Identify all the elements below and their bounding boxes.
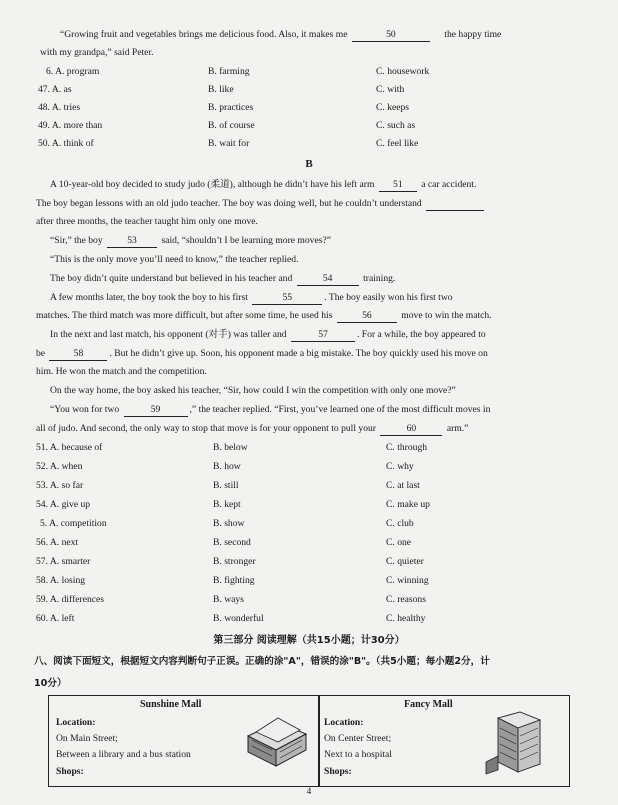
option-b: B. below <box>213 442 248 453</box>
option-b: B. ways <box>213 594 244 605</box>
intro-text-2: the happy time <box>444 29 502 40</box>
option-b: B. second <box>213 537 251 548</box>
option-b: B. practices <box>208 102 254 113</box>
option-num: 48. A. tries <box>38 102 81 113</box>
option-num: 50. A. think of <box>38 138 94 149</box>
option-c: C. quieter <box>386 556 424 567</box>
page-number: 4 <box>306 786 312 796</box>
option-num: 52. A. when <box>36 461 83 472</box>
option-b: B. like <box>208 84 234 95</box>
option-b: B. wait for <box>208 138 250 149</box>
intro-line-1 <box>60 29 501 42</box>
option-c: C. keeps <box>376 102 410 113</box>
option-b: B. still <box>213 480 239 491</box>
option-c: C. feel like <box>376 138 419 149</box>
option-num: 60. A. left <box>36 613 75 624</box>
table-divider <box>318 695 320 787</box>
instruction-line-1: 八、阅读下面短文，根据短文内容判断句子正误。正确的涂"A"，错误的涂"B"。（共5小题；每小题2分，计 <box>34 656 490 667</box>
mall-shops-label: Shops: <box>56 766 84 777</box>
option-c: C. one <box>386 537 412 548</box>
passage-line: all of judo. And second, the only way to stop that move is for your opponent to pull your 60 arm.” <box>36 423 469 434</box>
option-num: 57. A. smarter <box>36 556 91 567</box>
mall-location-label: Location: <box>324 717 364 728</box>
mall-location-line: On Center Street; <box>324 733 392 744</box>
passage-line: matches. The third match was more difficult, but after some time, he used his 56 move to win the match. <box>36 310 492 321</box>
option-num: 54. A. give up <box>36 499 91 510</box>
passage-line: him. He won the match and the competition. <box>36 366 207 377</box>
intro-text-1: “Growing fruit and vegetables brings me delicious food. Also, it makes me <box>60 29 348 40</box>
option-c: C. at last <box>386 480 420 491</box>
tower-building-icon <box>480 710 550 778</box>
option-c: C. with <box>376 84 405 95</box>
option-b: B. of course <box>208 120 255 131</box>
option-num: 47. A. as <box>38 84 72 95</box>
intro-line-2: with my grandpa,” said Peter. <box>40 47 154 58</box>
mall-building-icon <box>244 710 310 768</box>
passage-line: “You won for two 59 ,” the teacher replied. “First, you’ve learned one of the most difficult moves in <box>50 404 491 415</box>
option-b: B. wonderful <box>213 613 264 624</box>
option-b: B. fighting <box>213 575 255 586</box>
option-num: 53. A. so far <box>36 480 84 491</box>
passage-line: A few months later, the boy took the boy to his first 55 . The boy easily won his first two <box>50 292 453 303</box>
option-c: C. healthy <box>386 613 426 624</box>
option-num: 58. A. losing <box>36 575 86 586</box>
mall-location-line: On Main Street; <box>56 733 118 744</box>
mall-title: Fancy Mall <box>404 699 453 710</box>
option-c: C. club <box>386 518 414 529</box>
option-c: C. through <box>386 442 428 453</box>
option-b: B. how <box>213 461 241 472</box>
option-b: B. stronger <box>213 556 256 567</box>
option-c: C. housework <box>376 66 430 77</box>
option-c: C. such as <box>376 120 416 131</box>
passage-line: The boy didn’t quite understand but believed in his teacher and 54 training. <box>50 273 396 284</box>
option-num: 51. A. because of <box>36 442 103 453</box>
option-num: 49. A. more than <box>38 120 103 131</box>
option-c: C. winning <box>386 575 429 586</box>
passage-line: On the way home, the boy asked his teacher, “Sir, how could I win the competition with only one move?” <box>50 385 456 396</box>
part3-heading: 第三部分 阅读理解（共15小题；计30分） <box>213 635 405 646</box>
mall-location-label: Location: <box>56 717 96 728</box>
option-b: B. farming <box>208 66 250 77</box>
option-num: 56. A. next <box>36 537 79 548</box>
option-b: B. show <box>213 518 245 529</box>
mall-location-line: Between a library and a bus station <box>56 749 191 760</box>
passage-line: after three months, the teacher taught him only one move. <box>36 216 258 227</box>
section-b-heading: B <box>305 158 313 170</box>
passage-line: be 58 . But he didn’t give up. Soon, his opponent made a big mistake. The boy quickly used his move on <box>36 348 488 359</box>
passage-line: In the next and last match, his opponent (对手) was taller and 57 . For a while, the boy appeared to <box>50 329 486 340</box>
option-num: 6. A. program <box>46 66 100 77</box>
blank-50: 50 <box>352 29 430 42</box>
option-c: C. why <box>386 461 414 472</box>
option-num: 5. A. competition <box>40 518 107 529</box>
passage-line: “Sir,” the boy 53 said, “shouldn’t I be learning more moves?” <box>50 235 331 246</box>
option-c: C. reasons <box>386 594 426 605</box>
option-c: C. make up <box>386 499 430 510</box>
passage-line: “This is the only move you’ll need to know,” the teacher replied. <box>50 254 299 265</box>
option-b: B. kept <box>213 499 241 510</box>
passage-line: A 10-year-old boy decided to study judo (柔道), although he didn’t have his left arm 51 a car accident. <box>50 179 477 190</box>
mall-shops-label: Shops: <box>324 766 352 777</box>
option-num: 59. A. differences <box>36 594 105 605</box>
instruction-line-2: 10分） <box>34 678 67 689</box>
mall-title: Sunshine Mall <box>140 699 202 710</box>
mall-location-line: Next to a hospital <box>324 749 392 760</box>
passage-line: The boy began lessons with an old judo teacher. The boy was doing well, but he couldn’t understand <box>36 198 486 211</box>
